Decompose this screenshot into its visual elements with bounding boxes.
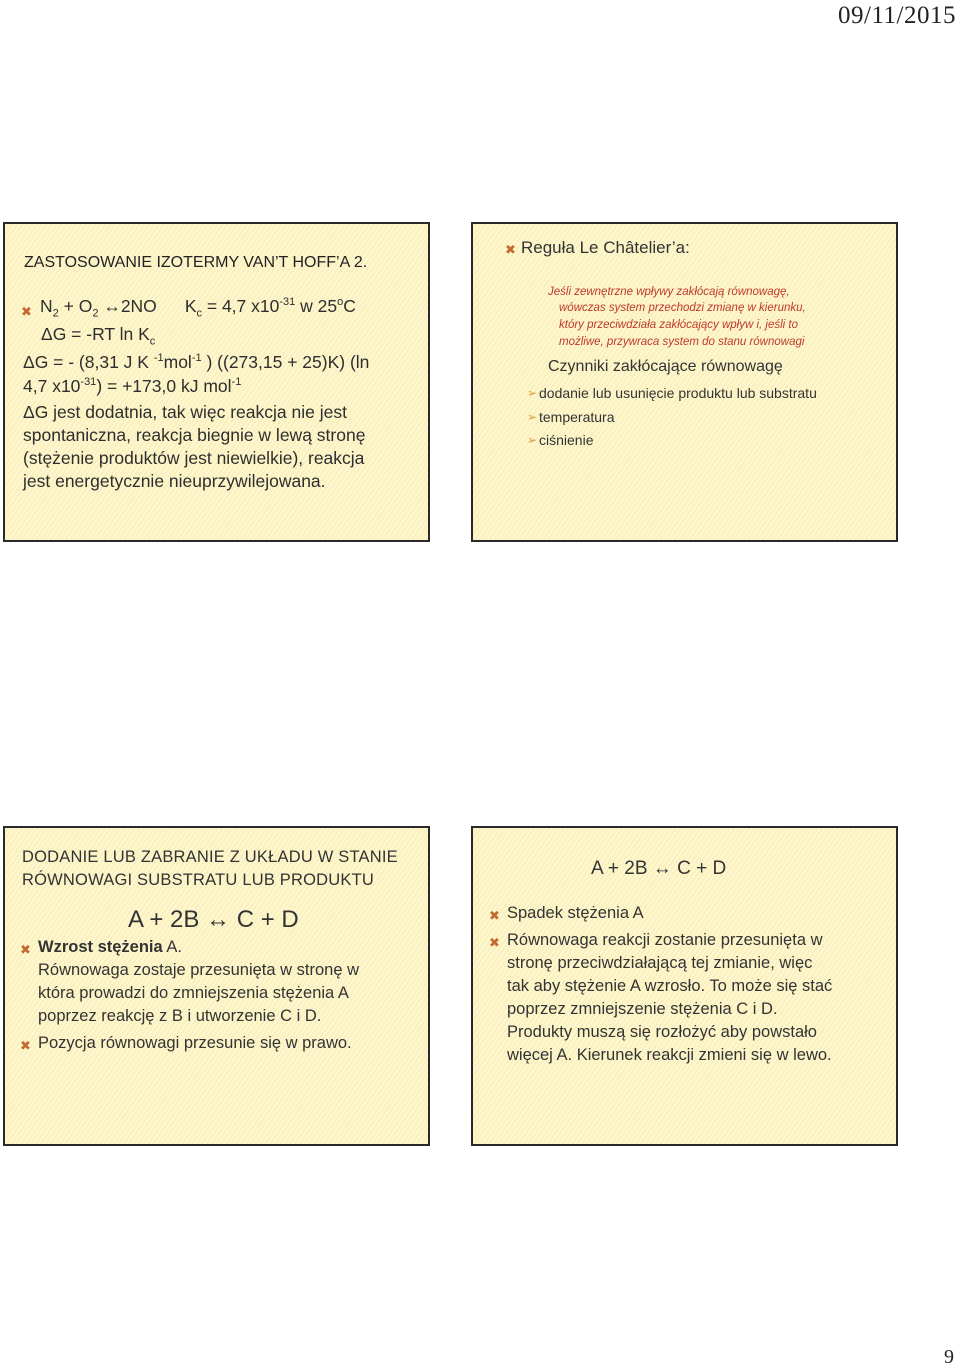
slide-title: DODANIE LUB ZABRANIE Z UKŁADU W STANIE [22,848,398,866]
rule-quote-line: Jeśli zewnętrzne wpływy zakłócają równowagę, [548,286,790,298]
reaction-equation: $N_2 + O_2$ ↔2NO $K_c = 4,7$ $x10^{-31}$ w 25$^o$C [40,296,356,320]
bullet-text: która prowadzi do zmniejszenia stężenia A [38,984,349,1002]
calc-line-1: ΔG = - (8,31 J K $^{-1}$mol$^{-1}$ ) ((273,15 + 25)K) (ln [23,352,370,372]
calc-line-2: 4,7 $x10^{-31}) = +173,0$ kJ mol$^{-1}$ [23,376,242,396]
rule-quote-line: możliwe, przywraca system do stanu równowagi [559,336,805,348]
rule-quote-line: wówczas system przechodzi zmianę w kierunku, [559,302,806,314]
factor-item: dodanie lub usunięcie produktu lub substratu [539,385,817,401]
factor-item: ciśnienie [539,432,594,448]
explanation-line: ΔG jest dodatnia, tak więc reakcja nie jest [23,402,347,422]
bullet-icon: ✖ [489,935,500,950]
reaction-equation: A + 2B ↔ C + D [128,906,299,933]
bullet-text: Pozycja równowagi przesunie się w prawo. [38,1034,352,1052]
bullet-text: Równowaga zostaje przesunięta w stronę w [38,961,360,979]
explanation-line: spontaniczna, reakcja biegnie w lewą stronę [23,425,366,445]
slide-regula-le-chateliera [471,222,898,542]
reaction-equation: A + 2B ↔ C + D [591,858,727,879]
dg-formula: ΔG = -RT $\ln K_c$ [41,324,156,348]
header-date: 09/11/2015 [838,2,956,29]
slide-title: ZASTOSOWANIE IZOTERMY VAN’T HOFF’A 2. [24,254,368,271]
slide-title: RÓWNOWAGI SUBSTRATU LUB PRODUKTU [22,871,374,889]
bullet-text: stronę przeciwdziałającą tej zmianie, więc [507,954,813,972]
bullet-icon: ✖ [489,908,500,923]
bullet-text: Produkty muszą się rozłożyć aby powstało [507,1023,817,1041]
arrow-bullet-icon: ➢ [527,433,538,447]
arrow-bullet-icon: ➢ [527,410,538,424]
bullet-text: tak aby stężenie A wzrosło. To może się stać [507,977,833,995]
slide-heading: Reguła Le Châtelier’a: [521,238,690,257]
factors-heading: Czynniki zakłócające równowagę [548,358,783,375]
slide-dodanie-substratu [3,826,430,1146]
explanation-line: (stężenie produktów jest niewielkie), reakcja [23,448,365,468]
bullet-text: więcej A. Kierunek reakcji zmieni się w lewo. [507,1046,832,1064]
bullet-icon: ✖ [20,1038,31,1053]
bullet-text: poprzez zmniejszenie stężenia C i D. [507,1000,778,1018]
page-number: 9 [944,1346,954,1368]
bullet-text: Wzrost stężenia A. [38,938,182,956]
explanation-line: jest energetycznie nieuprzywilejowana. [23,471,326,491]
slide-izoterma-vant-hoffa [3,222,430,542]
factor-item: temperatura [539,409,615,425]
bullet-text: Spadek stężenia A [507,904,644,922]
bullet-icon: ✖ [505,242,516,257]
arrow-bullet-icon: ➢ [527,386,538,400]
rule-quote-line: który przeciwdziała zakłócający wpływ i, jeśli to [559,319,799,331]
bullet-text: Równowaga reakcji zostanie przesunięta w [507,931,823,949]
bullet-text: poprzez reakcję z B i utworzenie C i D. [38,1007,322,1025]
bullet-icon: ✖ [21,304,32,319]
slide-spadek-stezenia [471,826,898,1146]
bullet-icon: ✖ [20,942,31,957]
